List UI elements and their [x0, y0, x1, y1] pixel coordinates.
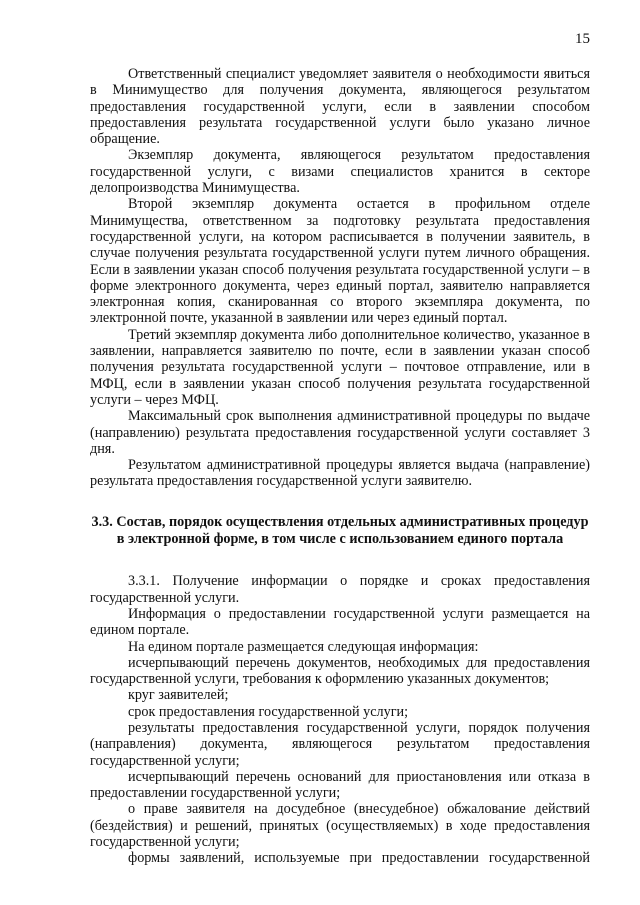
paragraph-second-copy: Второй экземпляр документа остается в профильном отделе Минимущества, ответственном за подготовку результата предоставления государственной услуги, на котором расписывается в получении заявитель, в случае получения результата государственной услуги путем личного обращения. Если в заявлении указан способ получения результата государственной услуги – в форме электронного документа, через единый портал, заявителю направляется электронная копия, сканированная со второго экземпляра документа, по электронной почте, указанной в заявлении или через единый портал. [90, 196, 590, 327]
list-item-appeal-right: о праве заявителя на досудебное (внесудебное) обжалование действий (бездействия) и решений, принятых (осуществляемых) в ходе предоставления государственной услуги; [90, 801, 590, 851]
list-item-refusal-grounds: исчерпывающий перечень оснований для приостановления или отказа в предоставлении государственной услуги; [90, 768, 590, 802]
paragraph-info-placed: Информация о предоставлении государственной услуги размещается на едином портале. [90, 605, 590, 639]
list-item-results: результаты предоставления государственной услуги, порядок получения (направления) документа, являющегося результатом предоставления государственной услуги; [90, 719, 590, 769]
list-item-documents: исчерпывающий перечень документов, необходимых для предоставления государственной услуги, требования к оформлению указанных документов; [90, 654, 590, 688]
paragraph-third-copy: Третий экземпляр документа либо дополнительное количество, указанное в заявлении, направляется заявителю по почте, если в заявлении указан способ получения результата государственной услуги – почтовое отправление, или в МФЦ, если в заявлении указан способ получения результата государственной услуги – через МФЦ. [90, 326, 590, 408]
paragraph-portal-info: На едином портале размещается следующая информация: [128, 638, 479, 655]
page-number: 15 [575, 31, 590, 47]
paragraph-3-3-1: 3.3.1. Получение информации о порядке и сроках предоставления государственной услуги. [90, 573, 590, 606]
paragraph-copy-storage: Экземпляр документа, являющегося результатом предоставления государственной услуги, с визами специалистов хранится в секторе делопроизводства Минимущества. [90, 147, 590, 197]
section-heading: 3.3. Состав, порядок осуществления отдельных административных процедур в электронной форме, в том числе с использованием единого портала [91, 513, 589, 547]
list-item-term: срок предоставления государственной услуги; [128, 703, 409, 720]
document-body [90, 66, 590, 867]
paragraph-procedure-result: Результатом административной процедуры является выдача (направление) результата предоставления государственной услуги заявителю. [90, 457, 590, 490]
paragraph-max-term: Максимальный срок выполнения административной процедуры по выдаче (направлению) результата предоставления государственной услуги составляет 3 дня. [90, 408, 590, 457]
list-item-forms: формы заявлений, используемые при предоставлении государственной [128, 850, 590, 867]
paragraph-specialist-notifies: Ответственный специалист уведомляет заявителя о необходимости явиться в Минимущество для получения документа, являющегося результатом предоставления государственной услуги, если в заявлении способом предоставления результата государственной услуги было указано личное обращение. [90, 66, 590, 148]
list-item-applicants: круг заявителей; [128, 687, 229, 704]
